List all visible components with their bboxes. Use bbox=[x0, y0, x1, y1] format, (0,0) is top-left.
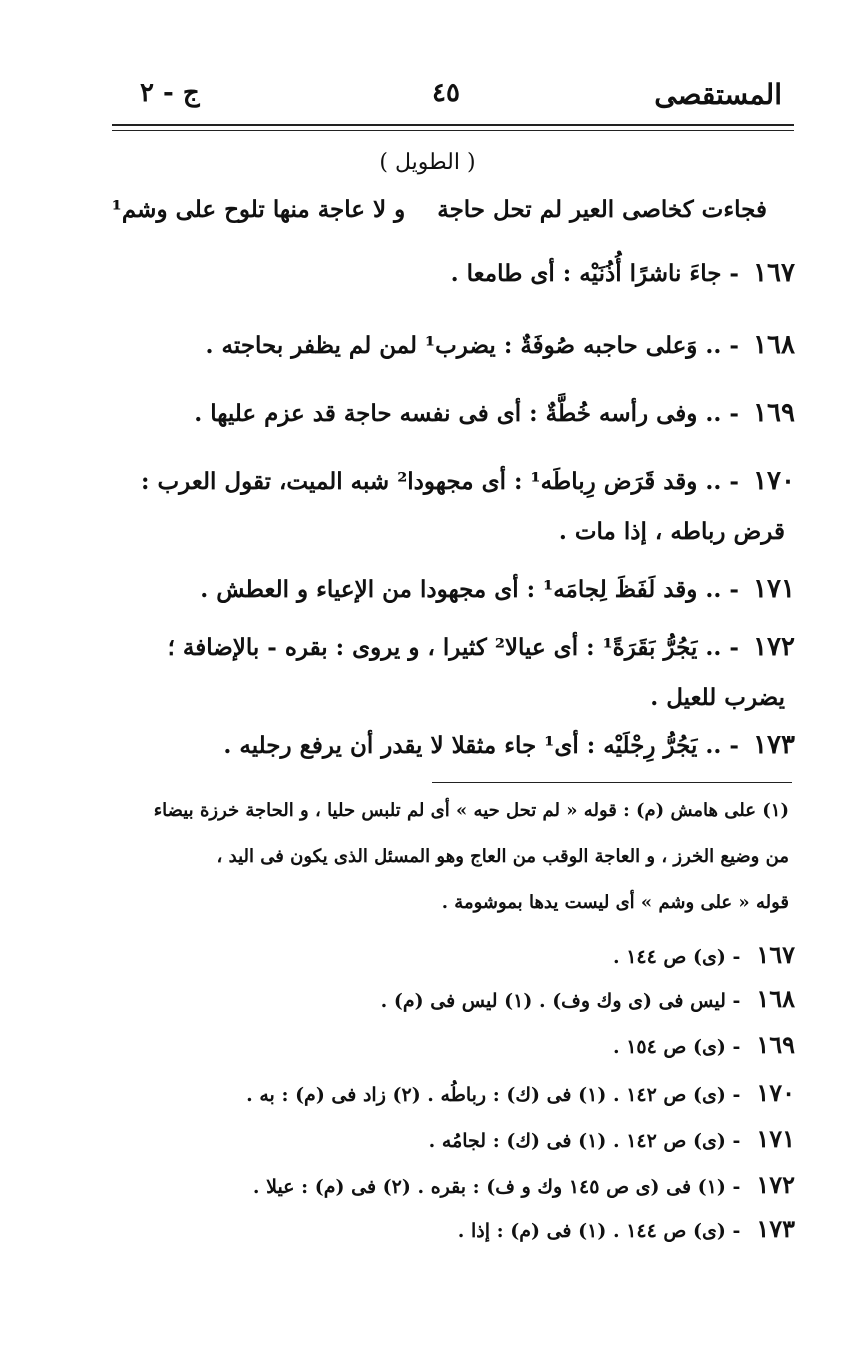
page-header bbox=[110, 78, 782, 118]
page-number: ٤٥ bbox=[432, 78, 460, 108]
entry-number: ١٧١ bbox=[753, 574, 795, 604]
entry-text: - جاءَ ناشرًا أُذُنَيْه : أى طامعا . bbox=[450, 260, 739, 287]
header-rule-thin bbox=[112, 130, 794, 131]
entry-number: ١٦٨ bbox=[753, 330, 795, 360]
entry-number: ١٦٩ bbox=[753, 398, 795, 428]
variant-text: - (ى) ص ١٤٤ . (١) فى (م) : إذا . bbox=[457, 1220, 741, 1242]
variant-note bbox=[95, 1078, 795, 1107]
variant-number: ١٧١ bbox=[756, 1124, 795, 1153]
volume-label: ج - ٢ bbox=[140, 78, 200, 108]
variant-number: ١٦٩ bbox=[756, 1030, 795, 1059]
running-title: المستقصى bbox=[654, 78, 782, 111]
proverb-entry bbox=[95, 466, 795, 496]
entry-text: - .. يَجُرُّ رِجْلَيْه : أى¹ جاء مثقلا لا يقدر أن يرفع رجليه . bbox=[223, 732, 739, 759]
entry-text: - .. وَعلى حاجبه صُوفَةٌ : يضرب¹ لمن لم يظفر بحاجته . bbox=[205, 332, 739, 359]
variant-note bbox=[95, 940, 795, 969]
variant-text: - (١) فى (ى ص ١٤٥ وك و ف) : بقره . (٢) فى (م) : عيلا . bbox=[252, 1176, 741, 1198]
proverb-entry bbox=[95, 730, 795, 760]
entry-text: - .. وقد قَرَض رِباطَه¹ : أى مجهودا² شبه الميت، تقول العرب : bbox=[141, 468, 739, 495]
footnote-line: قوله « على وشم » أى ليست يدها بموشومة . bbox=[441, 892, 789, 913]
variant-note bbox=[95, 984, 795, 1013]
variant-text: - (ى) ص ١٥٤ . bbox=[612, 1036, 741, 1058]
entry-number: ١٧٠ bbox=[753, 466, 795, 496]
variant-number: ١٦٧ bbox=[756, 940, 795, 969]
footnote-rule bbox=[432, 782, 792, 783]
variant-text: - ليس فى (ى وك وف) . (١) ليس فى (م) . bbox=[380, 990, 741, 1012]
entry-text: - .. يَجُرُّ بَقَرَةً¹ : أى عيالا² كثيرا ، و يروى : بقره - بالإضافة ؛ bbox=[167, 634, 739, 661]
variant-text: - (ى) ص ١٤٢ . (١) فى (ك) : رباطُه . (٢) زاد فى (م) : به . bbox=[246, 1084, 741, 1106]
verse-hemistich-2: و لا عاجة منها تلوح على وشم¹ bbox=[111, 196, 406, 223]
variant-note bbox=[95, 1170, 795, 1199]
proverb-entry bbox=[95, 330, 795, 360]
variant-number: ١٧٠ bbox=[756, 1078, 795, 1107]
variant-note bbox=[95, 1214, 795, 1243]
entry-number: ١٧٢ bbox=[753, 632, 795, 662]
entry-number: ١٦٧ bbox=[753, 258, 795, 288]
proverb-entry bbox=[95, 258, 795, 288]
entry-number: ١٧٣ bbox=[753, 730, 795, 760]
entry-text: - .. وقد لَفَظَ لِجامَه¹ : أى مجهودا من الإعياء و العطش . bbox=[200, 576, 739, 603]
variant-text: - (ى) ص ١٤٢ . (١) فى (ك) : لجامُه . bbox=[428, 1130, 741, 1152]
variant-note bbox=[95, 1030, 795, 1059]
variant-text: - (ى) ص ١٤٤ . bbox=[612, 946, 741, 968]
variant-number: ١٧٣ bbox=[756, 1214, 795, 1243]
entry-continuation: قرض رباطه ، إذا مات . bbox=[558, 518, 785, 545]
variant-note bbox=[95, 1124, 795, 1153]
footnote-line: من وضيع الخرز ، و العاجة الوقب من العاج وهو المسئل الذى يكون فى اليد ، bbox=[216, 846, 789, 867]
poem-verse bbox=[107, 196, 767, 223]
proverb-entry bbox=[95, 574, 795, 604]
variant-number: ١٦٨ bbox=[756, 984, 795, 1013]
verse-hemistich-1: فجاءت كخاصى العير لم تحل حاجة bbox=[437, 196, 767, 223]
entry-continuation: يضرب للعيل . bbox=[650, 684, 785, 711]
proverb-entry bbox=[95, 632, 795, 662]
header-rule bbox=[112, 124, 794, 126]
proverb-entry bbox=[95, 398, 795, 428]
variant-number: ١٧٢ bbox=[756, 1170, 795, 1199]
entry-text: - .. وفى رأسه خُطَّةٌ : أى فى نفسه حاجة قد عزم عليها . bbox=[194, 400, 739, 427]
meter-label: ( الطويل ) bbox=[379, 150, 476, 175]
footnote-line: (١) على هامش (م) : قوله « لم تحل حيه » أى لم تلبس حليا ، و الحاجة خرزة بيضاء bbox=[153, 800, 789, 821]
